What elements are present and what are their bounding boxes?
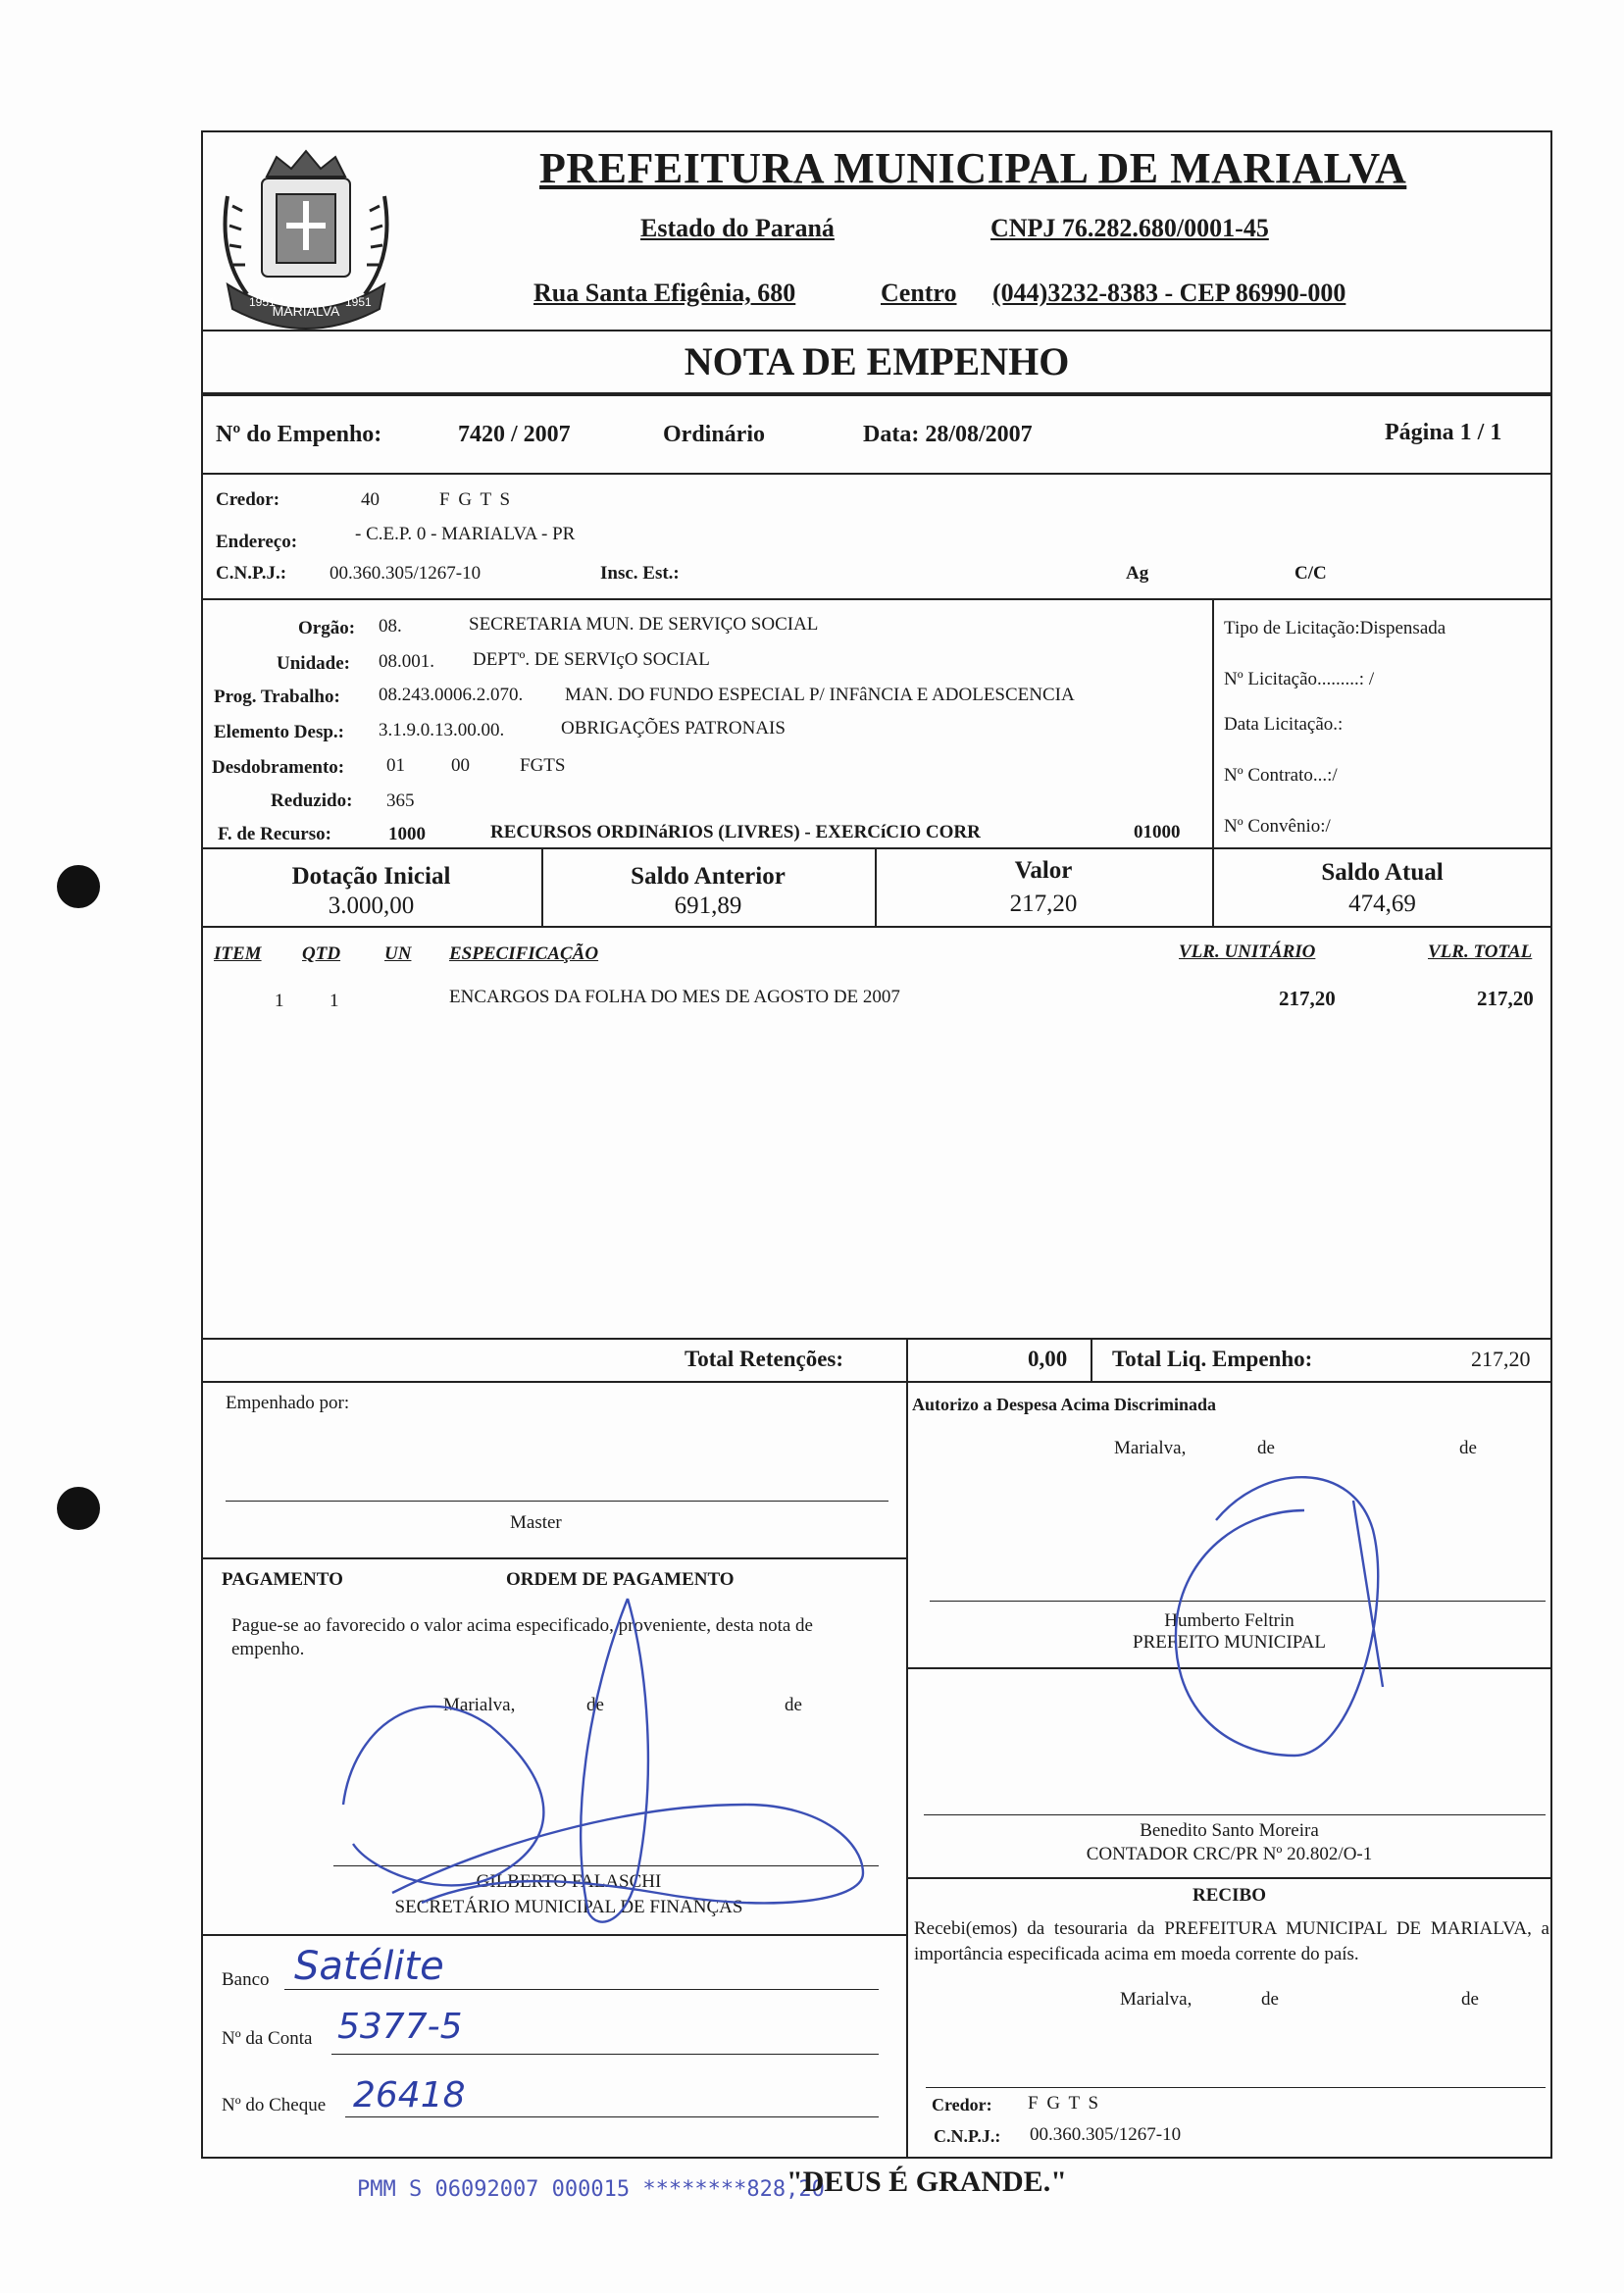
recibo-marialva: Marialva,: [1120, 1989, 1193, 2010]
punch-hole-top: [57, 865, 100, 908]
empenho-date: Data: 28/08/2007: [863, 422, 1033, 447]
field-line: [345, 2116, 879, 2117]
insc-est-label: Insc. Est.:: [600, 563, 680, 584]
divider: [201, 1381, 1552, 1383]
credor-name: F G T S: [439, 489, 513, 510]
municipality-title: PREFEITURA MUNICIPAL DE MARIALVA: [539, 144, 1407, 192]
phone-cep: (044)3232-8383 - CEP 86990-000: [992, 279, 1346, 307]
conta-label: Nº da Conta: [222, 2028, 313, 2049]
total-retencoes: 0,00: [1028, 1347, 1068, 1371]
state-name: Estado do Paraná: [640, 214, 835, 242]
dotacao-inicial-value: 3.000,00: [328, 892, 415, 919]
divider: [201, 847, 1552, 849]
punch-hole-bottom: [57, 1487, 100, 1530]
field-line: [331, 2054, 879, 2055]
empenhado-por-name: Master: [510, 1512, 562, 1533]
total-liquido-label: Total Liq. Empenho:: [1112, 1347, 1313, 1371]
secretario-signature: [333, 1579, 902, 1932]
dotacao-inicial-label: Dotação Inicial: [291, 863, 451, 890]
recurso-code: 1000: [388, 824, 426, 844]
bank-stamp: PMM S 06092007 000015 ********828,20: [357, 2177, 825, 2202]
field-line: [284, 1989, 879, 1990]
elemento-label: Elemento Desp.:: [214, 722, 344, 742]
cheque-value: 26418: [353, 2075, 466, 2115]
divider: [906, 1877, 1552, 1879]
endereco: - C.E.P. 0 - MARIALVA - PR: [355, 524, 576, 544]
signature-line: [226, 1501, 888, 1502]
divider: [1212, 598, 1214, 847]
seal-year-left: 1951: [249, 295, 276, 309]
prog-trabalho-desc: MAN. DO FUNDO ESPECIAL P/ INFâNCIA E ADOLESCENCIA: [565, 685, 1075, 705]
unidade-code: 08.001.: [379, 651, 434, 672]
recibo-de-2: de: [1461, 1989, 1479, 2010]
total-retencoes-label: Total Retenções:: [685, 1347, 844, 1371]
item-total-value: 217,20: [1477, 987, 1534, 1010]
secretario-title: SECRETÁRIO MUNICIPAL DE FINANÇAS: [394, 1897, 743, 1917]
autorizo-de-2: de: [1459, 1438, 1477, 1458]
recibo-title: RECIBO: [1193, 1885, 1266, 1906]
pagamento-marialva: Marialva,: [443, 1695, 516, 1715]
saldo-atual-value: 474,69: [1348, 891, 1416, 917]
pagamento-de-1: de: [586, 1695, 604, 1715]
page-number: Página 1 / 1: [1385, 420, 1502, 445]
autorizo-label: Autorizo a Despesa Acima Discriminada: [912, 1395, 1216, 1414]
elemento-desc: OBRIGAÇÕES PATRONAIS: [561, 718, 786, 739]
unidade-desc: DEPTº. DE SERVIçO SOCIAL: [473, 649, 710, 670]
divider: [201, 598, 1552, 600]
secretario-name: GILBERTO FALASCHI: [476, 1871, 662, 1892]
recurso-desc: RECURSOS ORDINáRIOS (LIVRES) - EXERCíCIO CORR: [490, 822, 981, 842]
numero-convenio: Nº Convênio:/: [1224, 816, 1331, 837]
valor-label: Valor: [1014, 857, 1073, 884]
banco-value: Satélite: [294, 1944, 444, 1989]
orgao-desc: SECRETARIA MUN. DE SERVIÇO SOCIAL: [469, 614, 819, 635]
autorizo-marialva: Marialva,: [1114, 1438, 1187, 1458]
document-title: NOTA DE EMPENHO: [684, 339, 1070, 383]
reduzido-label: Reduzido:: [271, 790, 353, 811]
autorizo-de-1: de: [1257, 1438, 1275, 1458]
recibo-cnpj: 00.360.305/1267-10: [1030, 2124, 1182, 2145]
district: Centro: [881, 279, 957, 307]
divider: [201, 926, 1552, 928]
empenho-number-label: Nº do Empenho:: [216, 422, 382, 447]
contador-name: Benedito Santo Moreira: [1140, 1820, 1319, 1841]
saldo-anterior-label: Saldo Anterior: [631, 863, 786, 890]
col-vlr-unitario: VLR. UNITÁRIO: [1179, 942, 1316, 962]
col-item: ITEM: [214, 943, 262, 964]
item-unit-value: 217,20: [1279, 987, 1336, 1010]
divider: [1091, 1338, 1092, 1381]
desdobramento-desc: FGTS: [520, 755, 566, 776]
orgao-code: 08.: [379, 616, 402, 637]
data-licitacao: Data Licitação.:: [1224, 714, 1344, 735]
prog-trabalho-code: 08.243.0006.2.070.: [379, 685, 524, 705]
divider: [201, 392, 1552, 396]
prefeito-signature: [1128, 1442, 1402, 1765]
contador-title: CONTADOR CRC/PR Nº 20.802/O-1: [1086, 1844, 1373, 1864]
street-address: Rua Santa Efigênia, 680: [533, 279, 796, 307]
prefeito-title: PREFEITO MUNICIPAL: [1133, 1632, 1326, 1653]
signature-line: [926, 2087, 1546, 2088]
cnpj-label: C.N.P.J.:: [216, 563, 287, 584]
item-number: 1: [275, 991, 284, 1011]
ag-label: Ag: [1126, 563, 1149, 584]
empenhado-por-label: Empenhado por:: [226, 1393, 350, 1413]
item-qtd: 1: [330, 991, 339, 1011]
orgao-label: Orgão:: [298, 618, 356, 638]
prog-trabalho-label: Prog. Trabalho:: [214, 687, 340, 707]
divider: [201, 330, 1552, 331]
item-spec: ENCARGOS DA FOLHA DO MES DE AGOSTO DE 2007: [449, 987, 900, 1007]
recibo-text: Recebi(emos) da tesouraria da PREFEITURA MUNICIPAL DE MARIALVA, a importância especificada acima em moeda corrente do país.: [914, 1918, 1549, 1964]
recibo-credor: F G T S: [1028, 2093, 1101, 2114]
total-liquido: 217,20: [1471, 1347, 1531, 1371]
desdobramento-b: 00: [451, 755, 470, 776]
recurso-label: F. de Recurso:: [218, 824, 331, 844]
tipo-licitacao: Tipo de Licitação:Dispensada: [1224, 618, 1446, 638]
col-qtd: QTD: [302, 943, 341, 964]
cc-label: C/C: [1294, 563, 1327, 584]
desdobramento-a: 01: [386, 755, 405, 776]
ordem-pagamento-label: ORDEM DE PAGAMENTO: [506, 1569, 735, 1590]
valor-value: 217,20: [1009, 891, 1078, 917]
cheque-label: Nº do Cheque: [222, 2095, 327, 2115]
divider: [201, 1557, 906, 1559]
seal-year-right: 1951: [345, 295, 372, 309]
banco-label: Banco: [222, 1969, 270, 1990]
recibo-cnpj-label: C.N.P.J.:: [934, 2126, 1001, 2146]
empenho-number: 7420 / 2007: [458, 422, 571, 447]
endereco-label: Endereço:: [216, 532, 298, 552]
divider: [201, 1338, 1552, 1340]
elemento-code: 3.1.9.0.13.00.00.: [379, 720, 505, 740]
signature-line: [924, 1814, 1546, 1815]
col-un: UN: [384, 943, 412, 964]
empenho-type: Ordinário: [663, 422, 766, 447]
motto: "DEUS É GRANDE.": [787, 2166, 1067, 2198]
saldo-atual-label: Saldo Atual: [1321, 859, 1444, 886]
divider: [201, 473, 1552, 475]
numero-contrato: Nº Contrato...:/: [1224, 765, 1338, 786]
unidade-label: Unidade:: [277, 653, 350, 674]
divider: [201, 1934, 906, 1936]
pagamento-de-2: de: [785, 1695, 802, 1715]
pagamento-text: Pague-se ao favorecido o valor acima especificado, proveniente, desta nota de empenho.: [231, 1615, 813, 1659]
desdobramento-label: Desdobramento:: [212, 757, 345, 778]
prefeito-name: Humberto Feltrin: [1164, 1610, 1294, 1631]
saldo-anterior-value: 691,89: [674, 892, 742, 919]
reduzido: 365: [386, 790, 415, 811]
col-vlr-total: VLR. TOTAL: [1428, 942, 1533, 962]
recibo-de-1: de: [1261, 1989, 1279, 2010]
numero-licitacao: Nº Licitação.........: /: [1224, 669, 1375, 689]
seal-text: MARIALVA: [272, 303, 340, 319]
recibo-credor-label: Credor:: [932, 2095, 992, 2115]
header-cnpj: CNPJ 76.282.680/0001-45: [990, 214, 1269, 242]
divider: [906, 1338, 908, 1381]
credor-code: 40: [361, 489, 380, 510]
credor-label: Credor:: [216, 489, 280, 510]
recurso-num: 01000: [1134, 822, 1181, 842]
col-especificacao: ESPECIFICAÇÃO: [449, 943, 599, 964]
divider: [906, 1381, 908, 2159]
municipal-seal: [208, 137, 404, 333]
conta-value: 5377-5: [337, 2007, 463, 2047]
credor-cnpj: 00.360.305/1267-10: [330, 563, 482, 584]
pagamento-label: PAGAMENTO: [222, 1569, 343, 1590]
